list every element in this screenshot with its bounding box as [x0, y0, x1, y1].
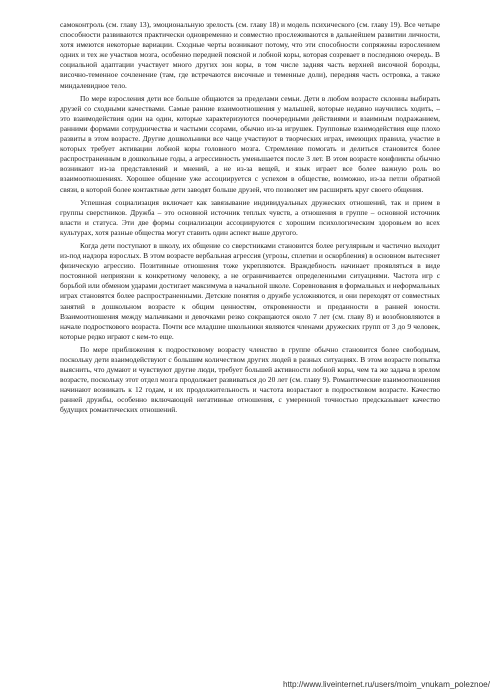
- paragraph-peer-interaction: По мере взросления дети все больше общаются за пределами семьи. Дети в любом возрасте склонны выбирать друзей со сходными качествами. Самые ранние взаимоотношения у малышей, которые недавно научились ходить, – это взаимодействия один на один, которые характеризуются поочередными действиями и взаимным подражанием, ранними формами сотрудничества и частыми ссорами, обычно из-за игрушек. Групповые взаимодействия еще плохо развиты в этом возрасте. Другие дошкольники все чаще участвуют в творческих играх, имеющих правила, участие в которых требует активации лобной коры головного мозга. Стремление помогать и делиться становится более распространенным в дошкольные годы, а агрессивность уменьшается после 3 лет. В этом возрасте конфликты обычно возникают из-за представлений и мнений, а не из-за вещей, и язык играет все более важную роль во взаимоотношениях. Хорошее общение уже ассоциируется с успехом в обществе, возможно, из-за петли обратной связи, в которой более контактные дети заводят больше друзей, что позволяет им расширять круг своего общения.: [60, 93, 440, 194]
- paragraph-continuation: самоконтроль (см. главу 13), эмоциональную зрелость (см. главу 18) и модель психического (см. главу 19). Все четыре способности развиваются практически одновременно и совместно прослеживаются в дальнейшем развитии личности, хотя имеются некоторые вариации. Сходные черты возникают потому, что эти способности сопряжены взрослением одних и тех же участков мозга, особенно передней поясной и лобной коры, которая созревает в последнюю очередь. В социальной адаптации участвует много других зон коры, в том числе задняя часть верхней височной борозды, височно-теменное сочленение (там, где встречаются височные и теменные доли), передняя часть островка, а также миндалевидное тело.: [60, 20, 440, 90]
- paragraph-socialization: Успешная социализация включает как завязывание индивидуальных дружеских отношений, так и прием в группы сверстников. Дружба – это основной источник теплых чувств, а отношения в группе – основной источник власти и статуса. Эти две формы социализации ассоциируются с хорошим психологическим здоровьем во всех культурах, хотя разные общества могут ставить один аспект выше другого.: [60, 197, 440, 237]
- footer-url: http://www.liveinternet.ru/users/moim_vnukam_poleznoe/: [282, 680, 490, 689]
- paragraph-school-age: Когда дети поступают в школу, их общение со сверстниками становится более регулярным и частично выходит из-под надзора взрослых. В этом возрасте вербальная агрессия (угрозы, сплетни и оскорбления) в основном вытесняет физическую агрессию. Позитивные отношения тоже укрепляются. Враждебность начинает проявляться в виде постоянной неприязни к конкретному человеку, а не ограничивается определенными ситуациями. Частота игр с борьбой или обменом ударами достигает максимума в начальной школе. Соревнования в формальных и неформальных играх становятся более распространенными. Детские понятия о дружбе усложняются, и они переходят от совместных занятий в дошкольном возрасте к общим ценностям, откровенности и преданности в ранней юности. Взаимоотношения между мальчиками и девочками резко сокращаются около 7 лет (см. главу 8) и возобновляются в начале подросткового возраста. Почти все младшие школьники являются членами дружеских групп от 3 до 9 человек, которые редко играют с кем-то еще.: [60, 240, 440, 341]
- body-text: [60, 20, 440, 419]
- paragraph-adolescence: По мере приближения к подростковому возрасту членство в группе обычно становится более свободным, поскольку дети взаимодействуют с большим количеством других людей в разных ситуациях. В этом возрасте попытка выяснить, что думают и чувствуют другие люди, требует большей активности лобной коры, чем та же задача в зрелом возрасте, поскольку этот отдел мозга продолжает развиваться до 20 лет (см. главу 9). Романтические взаимоотношения начинают возникать к 12 годам, и их продолжительность и частота возрастают в подростковом возрасте. Качество ранней дружбы, особенно включающей негативные отношения, с умеренной точностью предсказывает качество будущих романтических отношений.: [60, 344, 440, 415]
